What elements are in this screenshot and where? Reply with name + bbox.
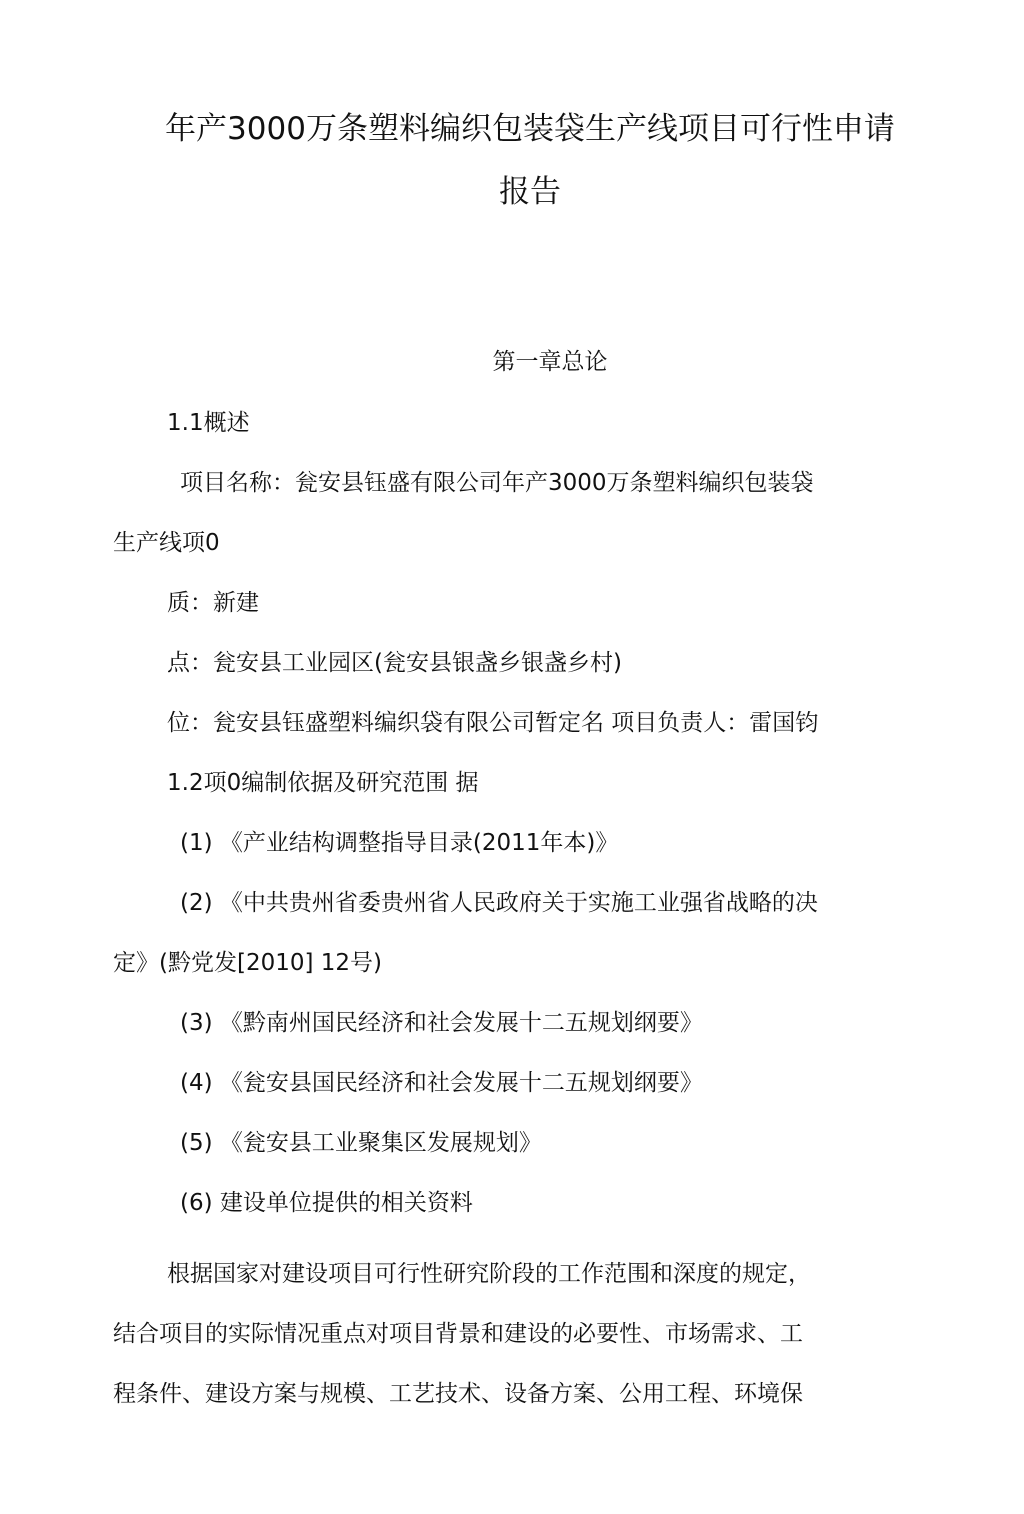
list-item: (1) 《产业结构调整指导目录(2011年本)》 bbox=[180, 830, 619, 856]
list-item-continuation: 定》(黔党发[2010] 12号) bbox=[113, 950, 383, 976]
document-title-line-1: 年产3000万条塑料编织包装袋生产线项目可行性申请 bbox=[165, 111, 895, 147]
list-item: (5) 《瓮安县工业聚集区发展规划》 bbox=[180, 1130, 542, 1156]
chapter-heading: 第一章总论 bbox=[492, 349, 608, 375]
paragraph-line: 结合项目的实际情况重点对项目背景和建设的必要性、市场需求、工 bbox=[113, 1321, 803, 1347]
paragraph-line: 项目名称：瓮安县钰盛有限公司年产3000万条塑料编织包装袋 bbox=[180, 470, 814, 496]
paragraph-line: 根据国家对建设项目可行性研究阶段的工作范围和深度的规定， bbox=[167, 1261, 811, 1287]
paragraph-line: 点：瓮安县工业园区(瓮安县银盏乡银盏乡村) bbox=[167, 650, 622, 676]
list-item: (2) 《中共贵州省委贵州省人民政府关于实施工业强省战略的决 bbox=[180, 890, 818, 916]
paragraph-line: 生产线项0 bbox=[113, 530, 220, 556]
paragraph-line: 位：瓮安县钰盛塑料编织袋有限公司暂定名 项目负责人：雷国钧 bbox=[167, 710, 819, 736]
section-heading-basis: 1.2项0编制依据及研究范围 据 bbox=[167, 770, 479, 796]
document-title-line-2: 报告 bbox=[499, 174, 561, 210]
paragraph-line: 程条件、建设方案与规模、工艺技术、设备方案、公用工程、环境保 bbox=[113, 1381, 803, 1407]
paragraph-line: 质：新建 bbox=[167, 590, 259, 616]
list-item: (3) 《黔南州国民经济和社会发展十二五规划纲要》 bbox=[180, 1010, 703, 1036]
section-heading-overview: 1.1概述 bbox=[167, 410, 250, 436]
list-item: (6) 建设单位提供的相关资料 bbox=[180, 1190, 473, 1216]
list-item: (4) 《瓮安县国民经济和社会发展十二五规划纲要》 bbox=[180, 1070, 703, 1096]
